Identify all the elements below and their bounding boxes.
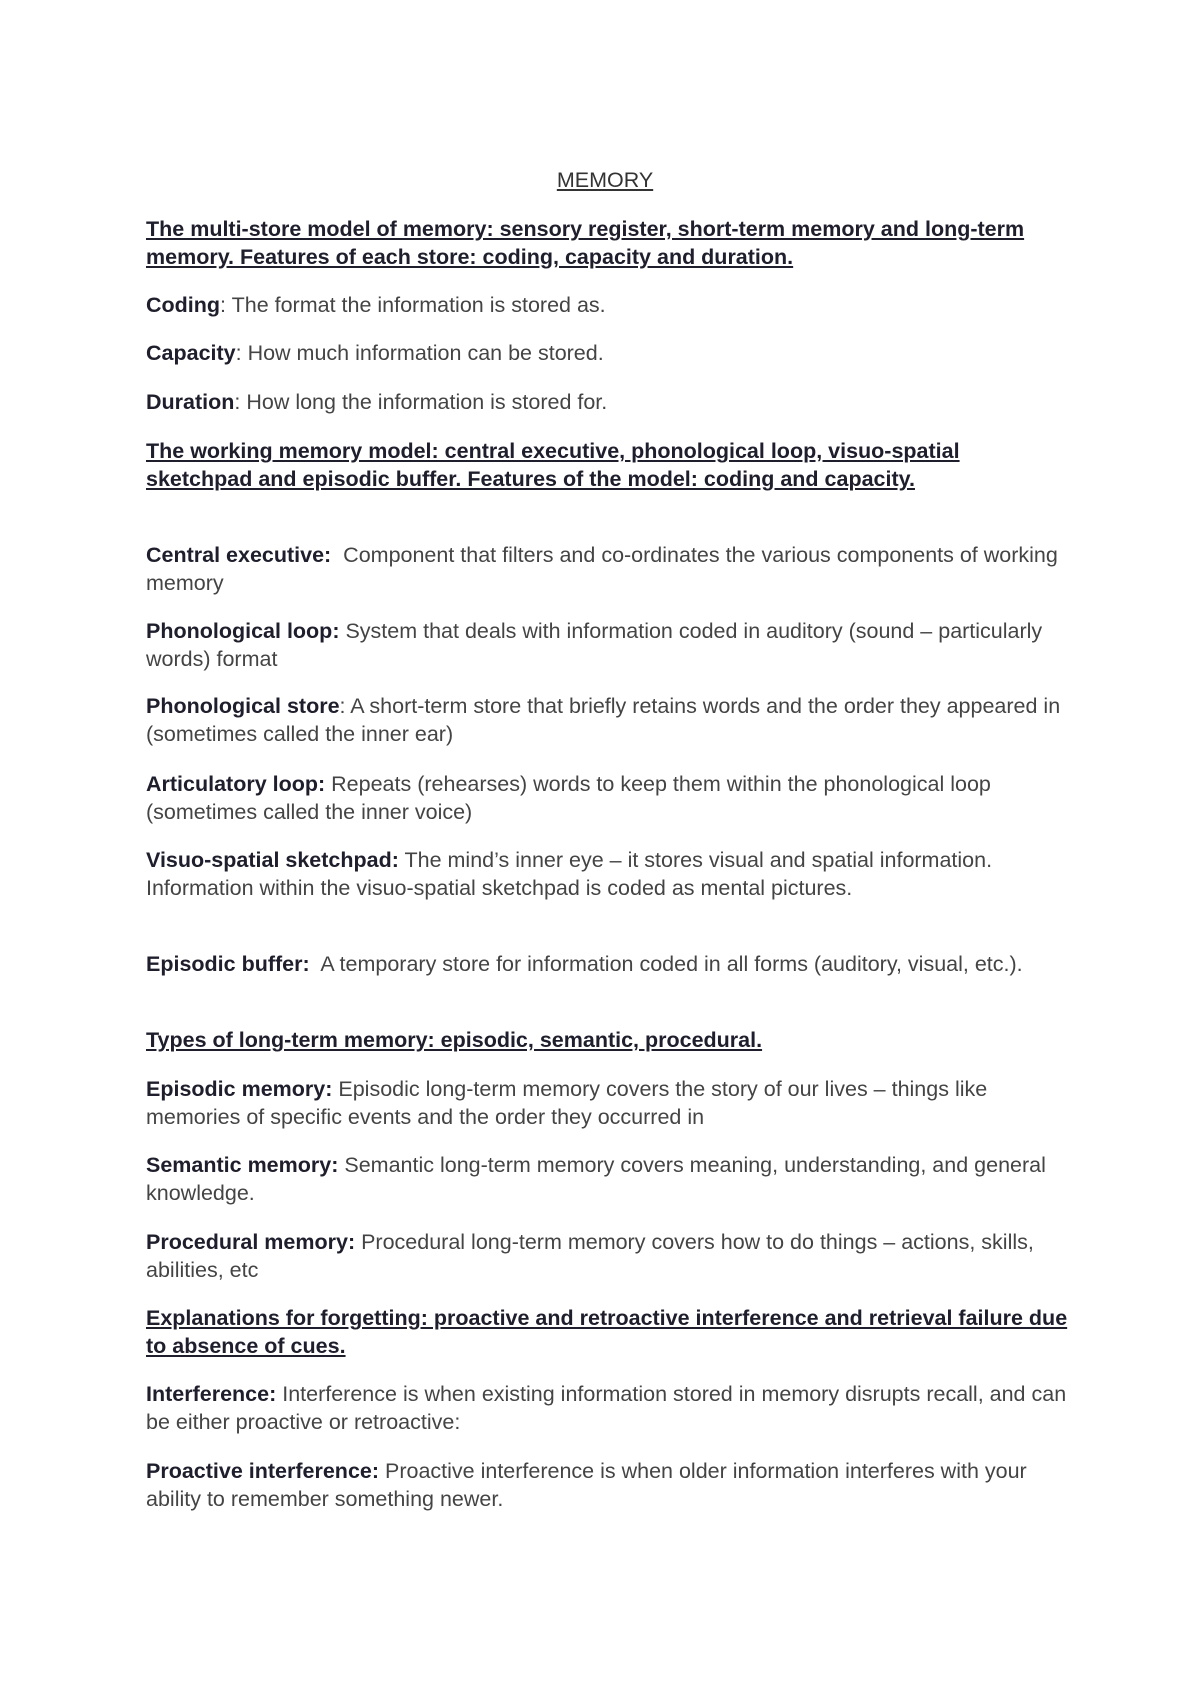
definition-phonological-store (146, 692, 1071, 748)
term: Procedural memory: (146, 1230, 356, 1254)
definition-text: The mind’s inner eye – it stores visual and spatial information. Information within the visuo-spatial sketchpad is coded as mental pictures. (146, 848, 993, 900)
term: Central executive: (146, 543, 332, 567)
definition-visuo-spatial-sketchpad (146, 846, 1071, 902)
term: Episodic buffer: (146, 952, 310, 976)
separator: : (339, 694, 351, 718)
definition-capacity (146, 339, 1071, 367)
definition-phonological-loop (146, 617, 1071, 673)
separator (310, 952, 321, 976)
term: Duration (146, 390, 235, 414)
definition-text: How much information can be stored. (247, 341, 604, 365)
term: Visuo-spatial sketchpad: (146, 848, 399, 872)
definition-duration (146, 388, 1071, 416)
term: Articulatory loop: (146, 772, 326, 796)
definition-coding (146, 291, 1071, 319)
term: Proactive interference: (146, 1459, 380, 1483)
definition-text: The format the information is stored as. (231, 293, 606, 317)
definition-procedural-memory (146, 1228, 1071, 1284)
page-title: MEMORY (556, 168, 654, 192)
section-heading-long-term-memory: Types of long-term memory: episodic, semantic, procedural. (146, 1028, 763, 1052)
definition-text: Component that filters and co-ordinates the various components of working memory (146, 543, 1064, 595)
definition-text: Interference is when existing information stored in memory disrupts recall, and can be either proactive or retroactive: (146, 1382, 1067, 1434)
definition-text: Procedural long-term memory covers how to do things – actions, skills, abilities, etc (146, 1230, 1034, 1282)
term: Phonological loop: (146, 619, 340, 643)
definition-text: Proactive interference is when older information interferes with your ability to remember something newer. (146, 1459, 1027, 1511)
definition-text: System that deals with information coded in auditory (sound – particularly words) format (146, 619, 1043, 671)
term: Phonological store (146, 694, 340, 718)
definition-text: How long the information is stored for. (246, 390, 608, 414)
term: Capacity (146, 341, 236, 365)
definition-interference (146, 1380, 1071, 1436)
definition-episodic-buffer (146, 950, 1071, 978)
definition-text: Episodic long-term memory covers the story of our lives – things like memories of specific events and the order they occurred in (146, 1077, 988, 1129)
term: Episodic memory: (146, 1077, 333, 1101)
term: Semantic memory: (146, 1153, 339, 1177)
term: Coding (146, 293, 221, 317)
definition-text: A temporary store for information coded in all forms (auditory, visual, etc.). (320, 952, 1023, 976)
definition-text: Semantic long-term memory covers meaning, understanding, and general knowledge. (146, 1153, 1046, 1205)
section-heading-working-memory: The working memory model: central executive, phonological loop, visuo-spatial sketchpad and episodic buffer. Features of the model: coding and capacity. (146, 439, 960, 491)
separator: : (234, 390, 247, 414)
definition-articulatory-loop (146, 770, 1071, 826)
section-heading-forgetting: Explanations for forgetting: proactive and retroactive interference and retrieval failure due to absence of cues. (146, 1306, 1068, 1358)
term: Interference: (146, 1382, 277, 1406)
definition-text: A short-term store that briefly retains words and the order they appeared in (sometimes called the inner ear) (146, 694, 1061, 746)
definition-central-executive (146, 541, 1071, 597)
section-heading-multi-store: The multi-store model of memory: sensory register, short-term memory and long-term memory. Features of each store: coding, capacity and duration. (146, 217, 1025, 269)
definition-text: Repeats (rehearses) words to keep them within the phonological loop (sometimes called the inner voice) (146, 772, 991, 824)
definition-semantic-memory (146, 1151, 1071, 1207)
separator (331, 543, 343, 567)
separator: : (235, 341, 248, 365)
separator: : (220, 293, 232, 317)
definition-proactive-interference (146, 1457, 1071, 1513)
definition-episodic-memory (146, 1075, 1071, 1131)
